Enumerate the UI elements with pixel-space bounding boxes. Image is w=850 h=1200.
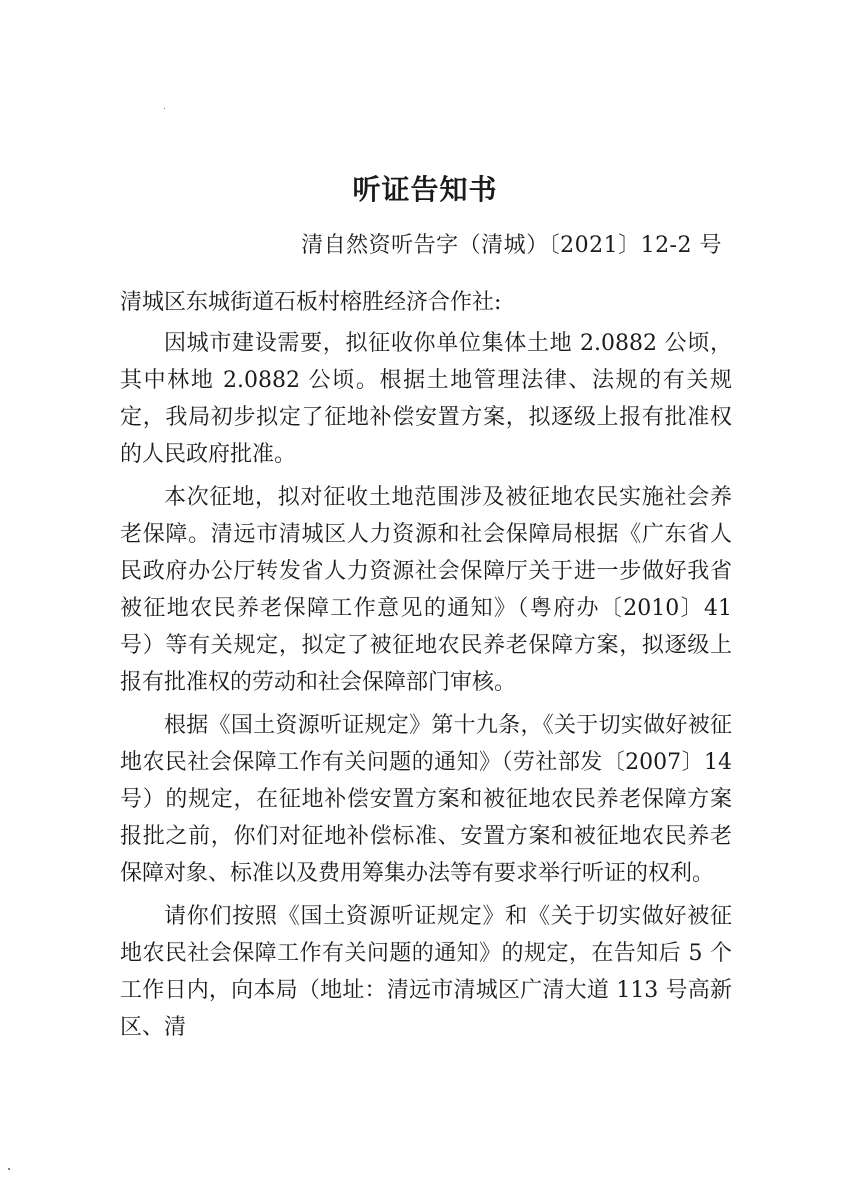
- scan-speck: [8, 1168, 10, 1170]
- paragraph-3: 根据《国土资源听证规定》第十九条，《关于切实做好被征地农民社会保障工作有关问题的通知》（劳社部发〔2007〕14 号）的规定，在征地补偿安置方案和被征地农民养老保障方案报批之前，你们对征地补偿标准、安置方案和被征地农民养老保障对象、标准以及费用筹集办法等有要求举行听证的权利。: [120, 713, 732, 886]
- scan-speck: [164, 108, 165, 109]
- addressee: 清城区东城街道石板村榕胜经济合作社:: [120, 290, 502, 315]
- paragraph-2: 本次征地，拟对征收土地范围涉及被征地农民实施社会养老保障。清远市清城区人力资源和社会保障局根据《广东省人民政府办公厅转发省人力资源社会保障厅关于进一步做好我省被征地农民养老保障工作意见的通知》（粤府办〔2010〕41 号）等有关规定，拟定了被征地农民养老保障方案，拟逐级上报有批准权的劳动和社会保障部门审核。: [120, 485, 732, 695]
- document-body: [120, 325, 732, 1052]
- paragraph-4: 请你们按照《国土资源听证规定》和《关于切实做好被征地农民社会保障工作有关问题的通知》的规定，在告知后 5 个工作日内，向本局（地址：清远市清城区广清大道 113 号高新区、清: [120, 904, 732, 1040]
- document-number: 清自然资听告字（清城）〔2021〕12-2 号: [301, 233, 722, 258]
- document-title: 听证告知书: [352, 173, 498, 206]
- paragraph-1: 因城市建设需要，拟征收你单位集体土地 2.0882 公顷，其中林地 2.0882 公顷。根据土地管理法律、法规的有关规定，我局初步拟定了征地补偿安置方案，拟逐级上报有批准权的人民政府批准。: [120, 331, 732, 467]
